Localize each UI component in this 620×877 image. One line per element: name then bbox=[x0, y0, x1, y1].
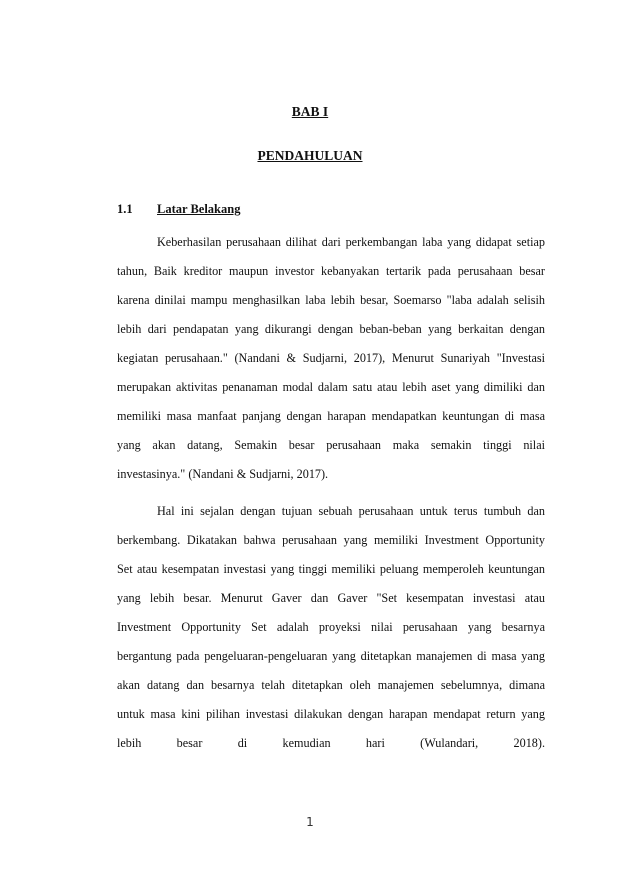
paragraph-1-line: karena dinilai mampu menghasilkan laba lebih besar, Soemarso "laba adalah selisih bbox=[117, 293, 545, 307]
paragraph-2-line: akan datang dan besarnya telah ditetapkan oleh manajemen sebelumnya, dimana bbox=[117, 678, 545, 692]
section-number: 1.1 bbox=[117, 202, 133, 216]
chapter-title: PENDAHULUAN bbox=[257, 148, 363, 163]
section-title: Latar Belakang bbox=[157, 202, 241, 216]
paragraph-2-line: berkembang. Dikatakan bahwa perusahaan yang memiliki Investment Opportunity bbox=[117, 533, 545, 547]
paragraph-2-line: yang lebih besar. Menurut Gaver dan Gaver "Set kesempatan investasi atau bbox=[117, 591, 545, 605]
page-number: 1 bbox=[306, 815, 314, 829]
paragraph-2-line: Investment Opportunity Set adalah proyeksi nilai perusahaan yang besarnya bbox=[117, 620, 545, 634]
paragraph-1-line: memiliki masa manfaat panjang dengan harapan mendapatkan keuntungan di masa bbox=[117, 409, 545, 423]
paragraph-1-line: investasinya." (Nandani & Sudjarni, 2017). bbox=[117, 467, 329, 481]
paragraph-1-line: yang akan datang, Semakin besar perusahaan maka semakin tinggi nilai bbox=[117, 438, 545, 452]
section-heading bbox=[117, 202, 240, 217]
paragraph-1-line: lebih dari pendapatan yang dikurangi dengan beban-beban yang berkaitan dengan bbox=[117, 322, 545, 336]
chapter-heading: BAB I bbox=[291, 104, 329, 119]
paragraph-2-line: lebih besar di kemudian hari (Wulandari, 2018). bbox=[117, 736, 545, 750]
paragraph-1-line: merupakan aktivitas penanaman modal dalam satu atau lebih aset yang dimiliki dan bbox=[117, 380, 545, 394]
paragraph-2-line: untuk masa kini pilihan investasi dilakukan dengan harapan mendapat return yang bbox=[117, 707, 545, 721]
paragraph-2-line: bergantung pada pengeluaran-pengeluaran yang ditetapkan manajemen di masa yang bbox=[117, 649, 545, 663]
paragraph-1-line: tahun, Baik kreditor maupun investor kebanyakan tertarik pada perusahaan besar bbox=[117, 264, 545, 278]
paragraph-1-line: kegiatan perusahaan." (Nandani & Sudjarni, 2017), Menurut Sunariyah "Investasi bbox=[117, 351, 545, 365]
paragraph-1-line: Keberhasilan perusahaan dilihat dari perkembangan laba yang didapat setiap bbox=[157, 235, 545, 249]
paragraph-2-line: Hal ini sejalan dengan tujuan sebuah perusahaan untuk terus tumbuh dan bbox=[157, 504, 545, 518]
paragraph-2-line: Set atau kesempatan investasi yang tinggi memiliki peluang memperoleh keuntungan bbox=[117, 562, 545, 576]
